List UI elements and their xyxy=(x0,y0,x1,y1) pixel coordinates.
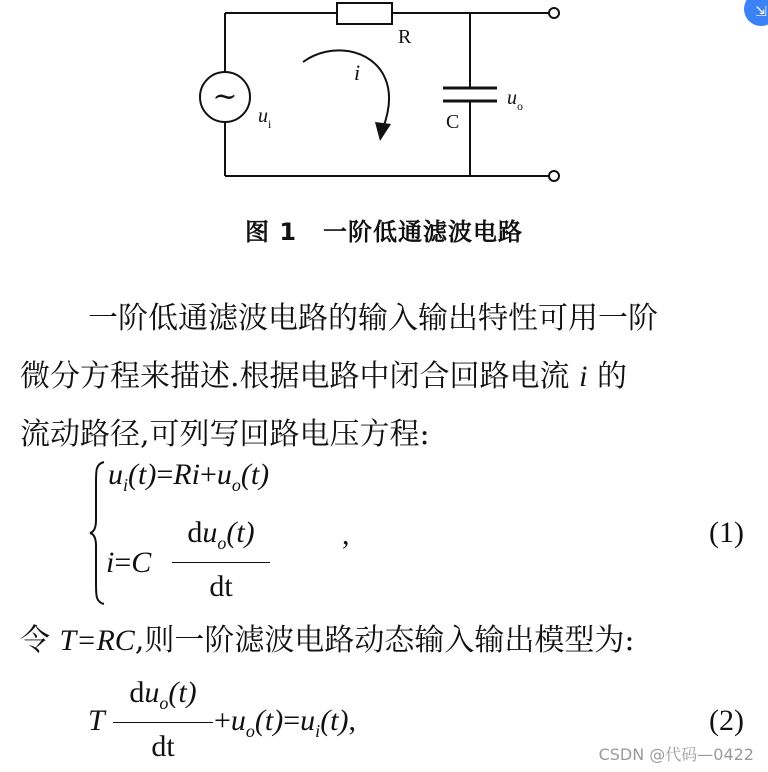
label-R: R xyxy=(398,26,412,48)
expand-icon[interactable]: ⇲ xyxy=(744,0,768,26)
resistor xyxy=(337,3,392,24)
equation-2-number: (2) xyxy=(709,704,744,737)
equation-1-number: (1) xyxy=(709,516,744,549)
figure-caption xyxy=(0,212,768,247)
label-C: C xyxy=(446,111,460,133)
output-terminal-top xyxy=(549,8,559,18)
equation-2-numerator: $du_o(t)$ xyxy=(129,676,197,713)
equation-2-denominator: dt xyxy=(151,730,175,763)
ac-source-symbol: ~ xyxy=(212,79,238,114)
equation-2-rhs: $+u_o(t)=u_i(t)$, xyxy=(214,704,357,741)
equation-2-fraction xyxy=(113,676,213,766)
paragraph-line-2: 微分方程来描述.根据电路中闭合回路电流 i 的 xyxy=(20,359,627,394)
equation-1-comma: , xyxy=(342,518,350,551)
equation-1-row-2-lhs: i=C xyxy=(106,546,152,579)
output-terminal-bottom xyxy=(549,171,559,181)
current-arrowhead-icon xyxy=(375,122,391,141)
rc-lowpass-circuit-diagram xyxy=(0,0,768,200)
figure-title: 一阶低通滤波电路 xyxy=(323,218,524,246)
time-constant-definition: T=RC xyxy=(59,624,135,657)
equation-1-numerator: $du_o(t)$ xyxy=(187,516,255,553)
label-uo-sub: o xyxy=(517,99,523,113)
watermark: CSDN @代码—0422 xyxy=(598,745,754,764)
equation-2-T: T xyxy=(88,704,105,737)
label-i: i xyxy=(354,60,361,85)
label-uo: $u_o$ xyxy=(507,87,523,113)
label-ui-sub: i xyxy=(268,117,272,131)
paragraph-line-3: 流动路径,可列写回路电压方程: xyxy=(20,417,430,452)
equation-1-brace xyxy=(88,458,108,608)
current-arrow-icon xyxy=(303,50,389,128)
paragraph-line-4: 令 T=RC,则一阶滤波电路动态输入输出模型为: xyxy=(20,623,635,658)
equation-1-fraction xyxy=(172,516,270,606)
paragraph-line-1: 一阶低通滤波电路的输入输出特性可用一阶 xyxy=(88,301,658,336)
current-variable: i xyxy=(579,360,588,393)
equation-1-denominator: dt xyxy=(209,570,233,603)
equation-1-row-1: $u_i(t)=Ri+u_o(t)$ xyxy=(108,458,270,495)
figure-number: 图 1 xyxy=(244,218,298,246)
label-ui: $u_i$ xyxy=(258,105,272,131)
